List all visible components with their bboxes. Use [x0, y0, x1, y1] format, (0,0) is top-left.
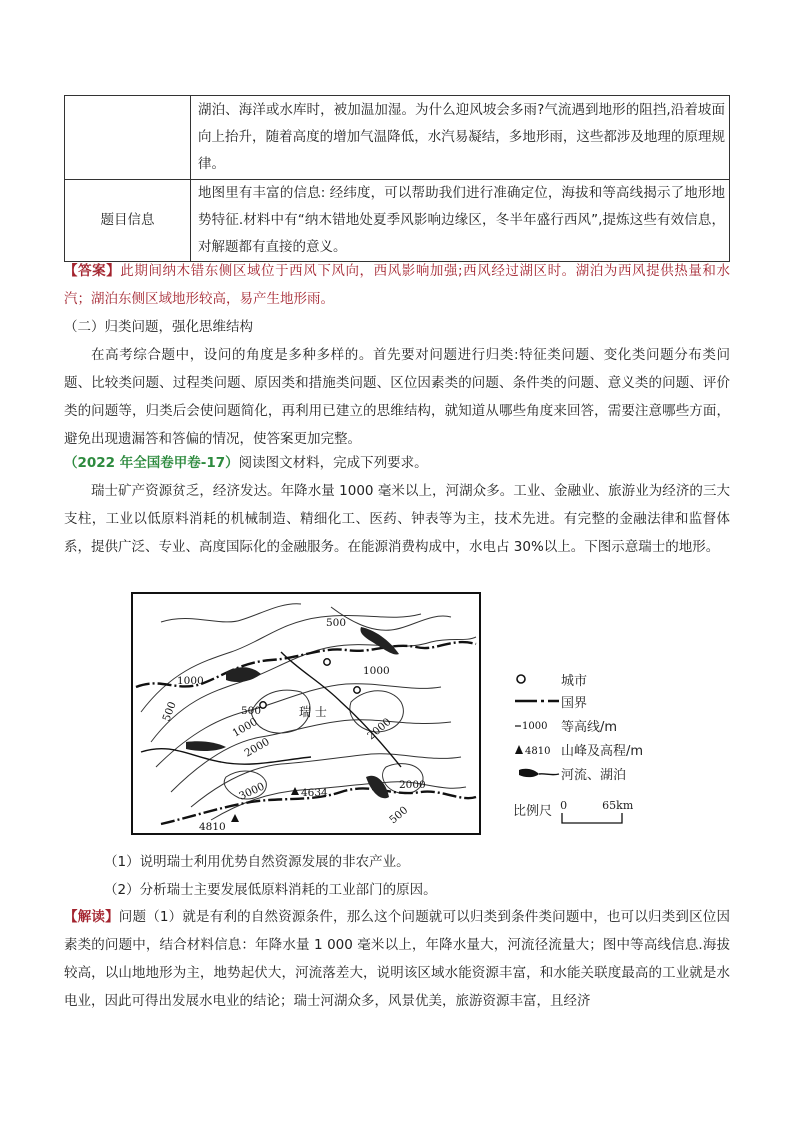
city-marker	[324, 659, 330, 665]
peak-label: 4810	[199, 821, 226, 833]
table-label-cell: 题目信息	[65, 180, 191, 262]
legend-label: 山峰及高程/m	[561, 743, 644, 759]
table-row	[65, 96, 730, 180]
peak-icon	[513, 738, 561, 760]
answer-block	[64, 257, 730, 313]
city-marker	[354, 687, 360, 693]
legend-row-contour	[513, 714, 617, 736]
city-icon	[513, 668, 561, 690]
section-heading: （二）归类问题，强化思维结构	[64, 319, 253, 335]
contour-label: 500	[160, 700, 179, 724]
contour-label: 1000	[177, 675, 204, 687]
contour-label: 1000	[363, 665, 390, 677]
question-2: （2）分析瑞士主要发展低原料消耗的工业部门的原因。	[104, 882, 437, 898]
scale-ruler	[560, 798, 640, 821]
table-content-cell: 地图里有丰富的信息: 经纬度，可以帮助我们进行准确定位，海拔和等高线揭示了地形地势特征.材料中有“纳木错地处夏季风影响边缘区，冬半年盛行西风”,提炼这些有效信息，对解题都有直接的意义。	[191, 180, 730, 262]
legend-label: 国界	[561, 695, 588, 711]
source-instruction: 阅读图文材料，完成下列要求。	[238, 455, 428, 471]
legend-row-peak	[513, 738, 643, 760]
contour-label: 500	[241, 705, 262, 717]
legend-label: 等高线/m	[561, 719, 618, 735]
svg-text:1000: 1000	[522, 721, 548, 732]
legend-label: 河流、湖泊	[561, 767, 627, 783]
jiedu-text: 问题（1）就是有利的自然资源条件，那么这个问题就可以归类到条件类问题中，也可以归类到区位因素类的问题中，结合材料信息：年降水量 1 000 毫米以上，年降水量大，河流径流量大；图中等高线信息.海拔较高，以山地地形为主，地势起伏大，河流落差大，说明该区域水能资源丰富，和水能关联度最高的工业就是水电业，因此可得出发展水电业的结论；瑞士河湖众多，风景优美，旅游资源丰富，且经济	[64, 909, 731, 1009]
table-label-cell	[65, 96, 191, 180]
border-line-icon	[513, 690, 561, 712]
info-table	[64, 95, 730, 262]
contour-label: 500	[326, 617, 347, 629]
svg-text:4810: 4810	[525, 746, 551, 757]
legend-row-river	[513, 762, 626, 784]
legend-label: 城市	[561, 673, 588, 689]
river-lake-icon	[513, 762, 561, 784]
switzerland-terrain-map	[131, 592, 481, 835]
source-line	[64, 449, 730, 477]
legend-row-city	[513, 668, 587, 690]
jiedu-tag: 【解读】	[64, 909, 119, 925]
question-1: （1）说明瑞士利用优势自然资源发展的非农产业。	[104, 854, 410, 870]
scale-bar	[513, 800, 640, 821]
legend-row-border	[513, 690, 587, 712]
answer-text: 此期间纳木错东侧区域位于西风下风向，西风影响加强;西风经过湖区时。湖泊为西风提供热量和水汽；湖泊东侧区域地形较高，易产生地形雨。	[64, 263, 730, 307]
scale-max: 65km	[602, 798, 634, 812]
jiedu-block	[64, 903, 730, 1015]
contour-label: 2000	[399, 779, 426, 791]
peak-label: 4634	[301, 787, 328, 799]
answer-tag: 【答案】	[64, 263, 121, 279]
country-label: 瑞 士	[299, 705, 327, 719]
contour-label: 2000	[242, 735, 272, 760]
material-paragraph: 瑞士矿产资源贫乏，经济发达。年降水量 1000 毫米以上，河湖众多。工业、金融业、旅游业为经济的三大支柱，工业以低原料消耗的机械制造、精细化工、医药、钟表等为主，技术先进。有完整的金融法律和监督体系，提供广泛、专业、高度国际化的金融服务。在能源消费构成中，水电占 30%以上。下图示意瑞士的地形。	[64, 483, 730, 555]
paragraph: 在高考综合题中，设问的角度是多种多样的。首先要对问题进行归类:特征类问题、变化类问题分布类问题、比较类问题、过程类问题、原因类和措施类问题、区位因素类的问题、条件类的问题、意义类的问题、评价类的问题等，归类后会使问题简化，再利用已建立的思维结构，就知道从哪些角度来回答，需要注意哪些方面，避免出现遗漏答和答偏的情况，使答案更加完整。	[64, 347, 730, 447]
table-content-cell: 湖泊、海洋或水库时，被加温加湿。为什么迎风坡会多雨?气流遇到地形的阻挡,沿着坡面向上抬升，随着高度的增加气温降低，水汽易凝结，多地形雨，这些都涉及地理的原理规律。	[191, 96, 730, 180]
source-citation: （2022 年全国卷甲卷-17）	[64, 455, 239, 471]
contour-label: 1000	[230, 715, 260, 740]
contour-label: 3000	[237, 780, 267, 803]
contour-label: 2000	[365, 715, 394, 743]
scale-label: 比例尺	[513, 804, 553, 819]
scale-zero: 0	[560, 798, 568, 812]
contour-label: 500	[387, 804, 411, 827]
table-row	[65, 180, 730, 262]
contour-line-icon	[513, 714, 561, 736]
